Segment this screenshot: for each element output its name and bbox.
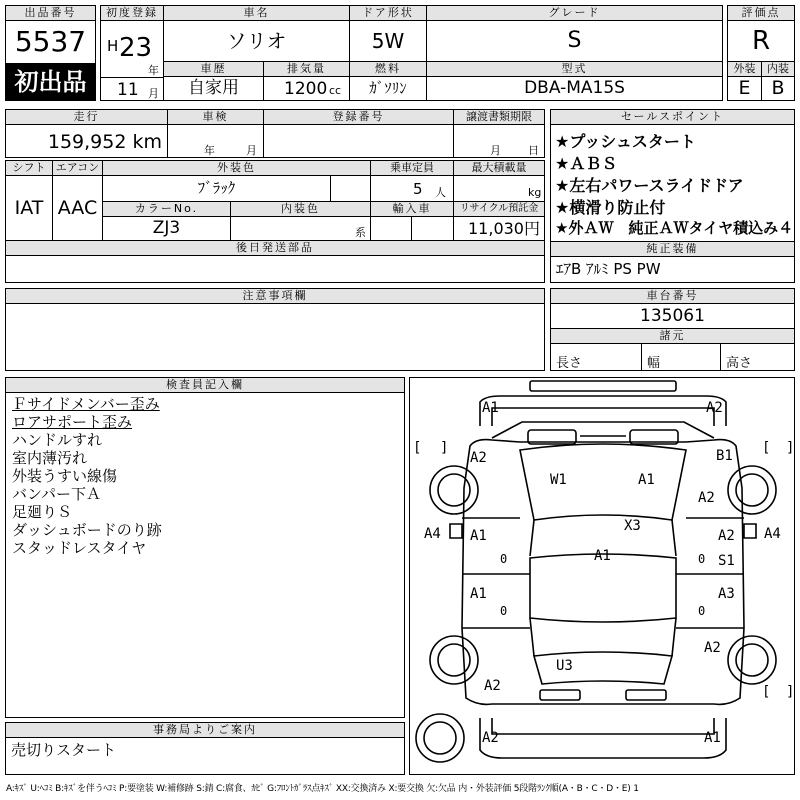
recycle-value: 11,030円 [453,216,545,241]
ext-label: 外装 [727,61,762,77]
later-parts-cell [5,255,545,283]
mark-fender-right: B1 [716,448,733,464]
month-unit: 月 [148,87,159,100]
inspector-line-2: ロアサポート歪み [12,413,133,431]
grade-label: グレード [426,5,723,21]
sales-point-2: ★ＡＢＳ [555,154,618,173]
notes-box [5,303,545,371]
displacement-cell [263,76,350,101]
inspector-line-4: 室内薄汚れ [12,449,88,467]
mileage-label: 走行 [5,109,168,125]
displacement-unit: cc [329,84,342,97]
capacity-label: 乗車定員 [370,160,454,176]
sales-points-label: セールスポイント [550,109,795,125]
mark-left-door-front: A1 [470,528,487,544]
mark-rear-bumper-left: A2 [482,730,499,746]
ac-value: AAC [52,175,103,241]
history-value: 自家用 [163,76,264,101]
int-color-cell [230,216,371,241]
inspector-label: 検査員記入欄 [5,377,405,393]
import-label: 輸入車 [370,201,454,217]
sales-point-3: ★左右パワースライドドア [555,176,744,195]
capacity-unit: 人 [435,186,446,199]
color-no-label: カラーNo. [102,201,231,217]
fuel-label: 燃料 [349,61,427,77]
mark-roof: A1 [594,548,611,564]
model-value: DBA-MA15S [426,76,723,101]
import-cell-1 [370,216,412,241]
color-label: 外装色 [102,160,371,176]
score-label: 評価点 [727,5,795,21]
mark-rear-bumper-right: A1 [704,730,721,746]
import-cell-2 [411,216,454,241]
capacity-cell [370,175,454,202]
int-color-unit: 系 [355,226,366,239]
mark-hood-right: A1 [638,472,655,488]
bracket-l3: [ [762,684,771,700]
mark-left-door-rear: A1 [470,586,487,602]
mark-fender-right-lower: A2 [698,490,715,506]
mark-right-side: A4 [764,526,781,542]
inspection-label: 車検 [167,109,264,125]
inspector-line-5: 外装うすい線傷 [12,467,118,485]
mark-roof-x: X3 [624,518,641,534]
notes-label: 注意事項欄 [5,288,545,304]
reg-year: 23 [119,33,153,63]
displacement-label: 排気量 [263,61,350,77]
mark-zero-1: 0 [500,552,508,566]
car-diagram [409,377,795,775]
ac-label: エアコン [52,160,103,176]
color-no-value: ZJ3 [102,216,231,241]
load-unit: kg [528,186,542,199]
transfer-cell [453,124,545,158]
int-value: B [761,76,795,101]
car-outline-svg [410,378,795,775]
spec-label: 諸元 [550,328,795,344]
recycle-label: リサイクル預託金 [453,201,545,217]
grade-value: S [426,20,723,62]
height-cell [720,343,795,371]
mark-right-door-front: A2 [718,528,735,544]
bracket-r1: ] [440,440,449,456]
mark-left-side: A4 [424,526,441,542]
sales-point-1: ★プッシュスタート [555,132,696,151]
shift-value: IAT [5,175,53,241]
car-name: ソリオ [163,20,350,62]
office-label: 事務局よりご案内 [5,722,405,738]
inspector-line-1: Ｆサイドメンバー歪み [12,395,160,413]
mark-windshield: W1 [550,472,567,488]
mileage-value: 159,952 km [5,124,168,158]
transfer-month-unit: 月 [490,144,501,157]
bracket-r3: ] [786,684,795,700]
mark-zero-4: 0 [698,604,706,618]
length-cell [550,343,642,371]
era: H [107,37,119,55]
sales-points-box [550,124,795,242]
inspector-line-6: バンパー下Ａ [12,485,101,503]
transfer-day-unit: 日 [528,144,539,157]
bracket-l2: [ [762,440,771,456]
int-color-label: 内装色 [230,201,371,217]
first-reg-month-cell [100,77,164,101]
reg-month: 11 [117,80,139,100]
mark-zero-3: 0 [698,552,706,566]
legend: A:ｷｽﾞ U:ﾍｺﾐ B:ｷｽﾞを伴うﾍｺﾐ P:要塗装 W:補修跡 S:錆 C:腐食、ｶﾋﾞ G:ﾌﾛﾝﾄｶﾞﾗｽ点ｷｽﾞ XX:交換済み X:要交換 欠:欠品 内・外装評価 5段階ﾗﾝｸ順(A・B・C・D・E) 1 [6,784,639,794]
inspector-line-3: ハンドルすれ [12,431,103,449]
mark-rear-glass: U3 [556,658,573,674]
door-label: ドア形状 [349,5,427,21]
color-blank-cell [330,175,371,202]
door-value: 5W [349,20,427,62]
displacement-value: 1200 [284,79,328,99]
reg-no-cell [263,124,454,158]
mark-fender-left: A2 [470,450,487,466]
office-value: 売切りスタート [11,741,117,759]
inspector-line-9: スタッドレスタイヤ [12,539,147,557]
insp-month-unit: 月 [246,144,257,157]
insp-year-unit: 年 [204,144,215,157]
lot-no-label: 出品番号 [5,5,96,21]
color-value: ﾌﾞﾗｯｸ [102,175,331,202]
int-label: 内装 [761,61,795,77]
sales-point-4: ★横滑り防止付 [555,198,666,217]
width-label: 幅 [647,356,661,371]
model-label: 型式 [426,61,723,77]
sales-point-5: ★外ＡＷ 純正ＡＷタイヤ積込み４ [555,219,794,237]
transfer-label: 譲渡書類期限 [453,109,545,125]
ext-value: E [727,76,762,101]
inspector-box [5,392,405,718]
later-parts-label: 後日発送部品 [5,240,545,256]
mark-zero-2: 0 [500,604,508,618]
lot-no: 5537 [5,20,96,64]
load-cell [453,175,545,202]
office-box [5,737,405,775]
first-reg-label: 初度登録 [100,5,164,21]
fuel-value: ｶﾞｿﾘﾝ [349,76,427,101]
mark-rear-left: A2 [484,678,501,694]
width-cell [641,343,721,371]
equipment-label: 純正装備 [550,241,795,257]
chassis-label: 車台番号 [550,288,795,304]
inspector-line-8: ダッシュボードのり跡 [12,521,162,539]
car-name-label: 車名 [163,5,350,21]
first-listing-badge: 初出品 [5,63,96,101]
mark-front-right: A2 [706,400,723,416]
load-label: 最大積載量 [453,160,545,176]
mark-front-left: A1 [482,400,499,416]
capacity-value: 5 [413,180,423,198]
mark-right-door-rear: A3 [718,586,735,602]
bracket-r2: ] [786,440,795,456]
length-label: 長さ [556,356,583,371]
year-unit: 年 [148,64,159,77]
mark-right-step: S1 [718,553,735,569]
shift-label: シフト [5,160,53,176]
reg-no-label: 登録番号 [263,109,454,125]
mark-right-quarter: A2 [704,640,721,656]
inspector-line-7: 足廻りＳ [12,503,73,521]
score-value: R [727,20,795,62]
bracket-l1: [ [413,440,422,456]
equipment-value: ｴｱB ｱﾙﾐ PS PW [550,256,795,283]
inspection-cell [167,124,264,158]
height-label: 高さ [726,356,753,371]
history-label: 車歴 [163,61,264,77]
first-reg-year-cell [100,20,164,78]
chassis-value: 135061 [550,303,795,329]
